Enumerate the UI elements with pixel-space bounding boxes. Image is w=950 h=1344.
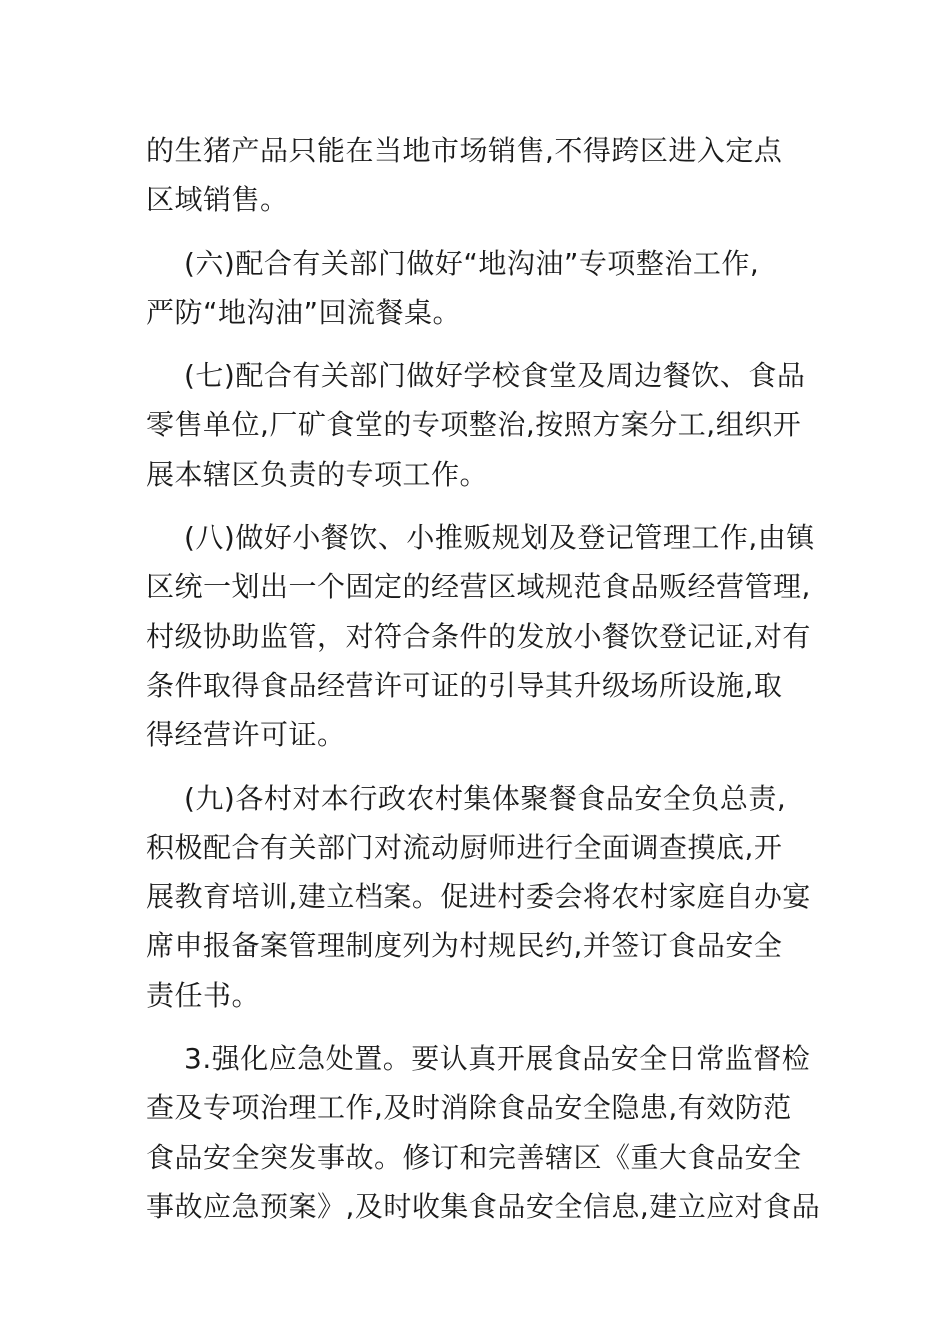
text-line: 得经营许可证。 [146, 718, 346, 752]
text-line: (七)配合有关部门做好学校食堂及周边餐饮、食品 [184, 359, 806, 393]
text-line: 的生猪产品只能在当地市场销售,不得跨区进入定点 [146, 134, 783, 167]
paragraph-item-9 [146, 774, 826, 1020]
text-line: 积极配合有关部门对流动厨师进行全面调查摸底,开 [146, 830, 783, 864]
text-line: 条件取得食品经营许可证的引导其升级场所设施,取 [146, 668, 783, 702]
text-line: 严防“地沟油”回流餐桌。 [146, 295, 462, 329]
text-line: 展教育培训,建立档案。促进村委会将农村家庭自办宴 [146, 880, 811, 914]
paragraph-continuation [146, 126, 826, 225]
text-line: 责任书。 [146, 978, 261, 1012]
text-line: 村级协助监管，对符合条件的发放小餐饮登记证,对有 [146, 619, 811, 653]
text-line: (九)各村对本行政农村集体聚餐食品安全负总责, [184, 781, 787, 815]
paragraph-item-7 [146, 351, 826, 499]
paragraph-item-8 [146, 513, 826, 759]
text-line: (八)做好小餐饮、小推贩规划及登记管理工作,由镇 [184, 521, 815, 555]
text-line: (六)配合有关部门做好“地沟油”专项整治工作, [184, 246, 760, 280]
text-line: 零售单位,厂矿食堂的专项整治,按照方案分工,组织开 [146, 408, 802, 442]
text-line: 席申报备案管理制度列为村规民约,并签订食品安全 [146, 929, 783, 963]
text-line: 食品安全突发事故。修订和完善辖区《重大食品安全 [146, 1140, 802, 1174]
text-line: 区统一划出一个固定的经营区域规范食品贩经营管理, [146, 570, 811, 604]
document-body [146, 126, 826, 1245]
text-line: 区域销售。 [146, 183, 289, 217]
paragraph-item-6 [146, 239, 826, 338]
text-line: 3.强化应急处置。要认真开展食品安全日常监督检 [184, 1042, 811, 1076]
paragraph-section-3 [146, 1034, 826, 1231]
text-line: 展本辖区负责的专项工作。 [146, 457, 489, 491]
text-line: 查及专项治理工作,及时消除食品安全隐患,有效防范 [146, 1091, 792, 1125]
text-line: 事故应急预案》,及时收集食品安全信息,建立应对食品 [146, 1189, 821, 1223]
